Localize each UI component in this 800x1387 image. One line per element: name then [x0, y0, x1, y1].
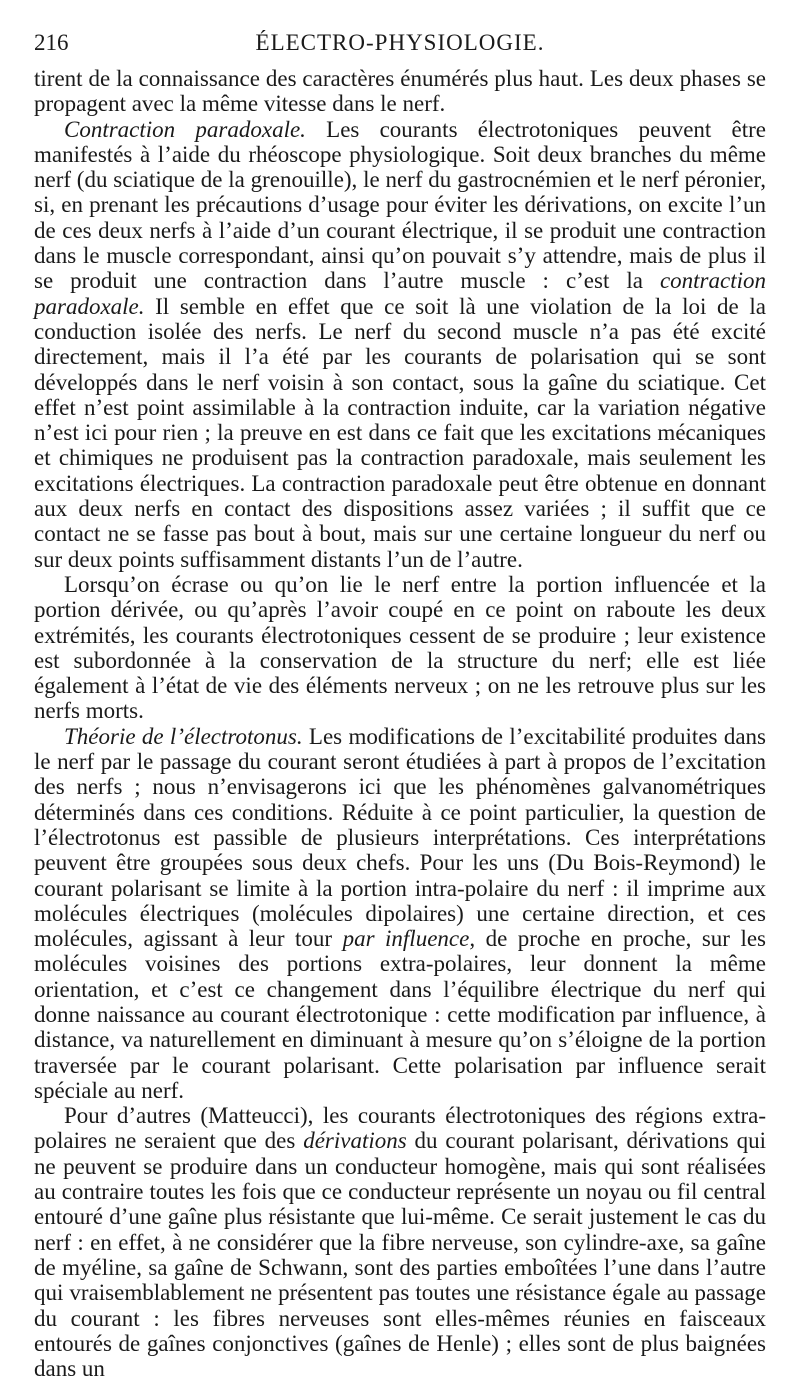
- paragraph: [34, 724, 766, 1103]
- page-header: [34, 30, 766, 60]
- running-title: ÉLECTRO-PHYSIOLOGIE.: [255, 30, 545, 55]
- text-run: tirent de la connaissance des caractères énumérés plus haut. Les deux phases se propagent avec la même vitesse dans le nerf.: [34, 66, 766, 117]
- body-text: [34, 66, 766, 1381]
- text-run: Lorsqu’on écrase ou qu’on lie le nerf entre la portion influencée et la portion dérivée, ou qu’après l’avoir coupé en ce point on raboute les deux extrémités, les courants électrotoniques cessent de se produire ; leur existence est subordonnée à la conservation de la structure du nerf; elle est liée également à l’état de vie des éléments nerveux ; on ne les retrouve plus sur les nerfs morts.: [34, 571, 766, 724]
- text-run: Les modifications de l’excitabilité produites dans le nerf par le passage du courant seront étudiées à part à propos de l’excitation des nerfs ; nous n’envisagerons ici que les phénomènes galvanométriques déterminés dans ces conditions. Réduite à ce point particulier, la question de l’électrotonus est passible de plusieurs interprétations. Ces interprétations peuvent être groupées sous deux chefs. Pour les uns (Du Bois-Reymond) le courant polarisant se limite à la portion intra-polaire du nerf : il imprime aux molécules électriques (molécules dipolaires) une certaine direction, et ces molécules, agissant à leur tour: [34, 723, 766, 952]
- page-number: 216: [34, 30, 69, 55]
- paragraph: [34, 66, 766, 117]
- italic-run: dérivations: [303, 1128, 407, 1154]
- text-run: du courant polarisant, dérivations qui ne peuvent se produire dans un conducteur homogène, mais qui sont réalisées au contraire toutes les fois que ce conducteur représente un noyau ou fil central entouré d’une gaîne plus résistante que lui-même. Ce serait justement le cas du nerf : en effet, à ne considérer que la fibre nerveuse, son cylindre-axe, sa gaîne de myéline, sa gaîne de Schwann, sont des parties emboîtées l’une dans l’autre qui vraisemblablement ne présentent pas toutes une résistance égale au passage du courant : les fibres nerveuses sont elles-mêmes réunies en faisceaux entourés de gaînes conjonctives (gaînes de Henle) ; elles sont de plus baignées dans un: [34, 1128, 766, 1382]
- text-run: Il semble en effet que ce soit là une violation de la loi de la conduction isolée des nerfs. Le nerf du second muscle n’a pas été excité directement, mais il l’a été par les courants de polarisation qui se sont développés dans le nerf voisin à son contact, sous la gaîne du sciatique. Cet effet n’est point assimilable à la contraction induite, car la variation négative n’est ici pour rien ; la preuve en est dans ce fait que les excitations mécaniques et chimiques ne produisent pas la contraction paradoxale, mais seulement les excitations électriques. La contraction paradoxale peut être obtenue en donnant aux deux nerfs en contact des dispositions assez variées ; il suffit que ce contact ne se fasse pas bout à bout, mais sur une certaine longueur du nerf ou sur deux points suffisamment distants l’un de l’autre.: [34, 293, 766, 572]
- text-run: Pour d’autres (Matteucci), les courants électrotoniques des régions extra-polaires ne seraient que des: [34, 1103, 766, 1154]
- text-run: Les courants électrotoniques peuvent être manifestés à l’aide du rhéoscope physiologique. Soit deux branches du même nerf (du sciatique de la grenouille), le nerf du gastrocnémien et le nerf péronier, si, en prenant les précautions d’usage pour éviter les dérivations, on excite l’un de ces deux nerfs à l’aide d’un courant électrique, il se produit une contraction dans le muscle correspondant, ainsi qu’on pouvait s’y attendre, mais de plus il se produit une contraction dans l’autre muscle : c’est la: [34, 116, 766, 294]
- italic-run: Contraction paradoxale.: [64, 116, 306, 142]
- paragraph: [34, 572, 766, 724]
- paragraph: [34, 1103, 766, 1381]
- paragraph: [34, 117, 766, 572]
- italic-run: par influence,: [342, 926, 476, 952]
- text-run: de proche en proche, sur les molécules voisines des portions extra-polaires, leur donnent la même orientation, et c’est ce changement dans l’équilibre électrique du nerf qui donne naissance au courant électrotonique : cette modification par influence, à distance, va naturellement en diminuant à mesure qu’on s’éloigne de la portion traversée par le courant polarisant. Cette polarisation par influence serait spéciale au nerf.: [34, 926, 767, 1103]
- italic-run: contraction paradoxale.: [34, 268, 766, 319]
- italic-run: Théorie de l’électrotonus.: [64, 723, 303, 749]
